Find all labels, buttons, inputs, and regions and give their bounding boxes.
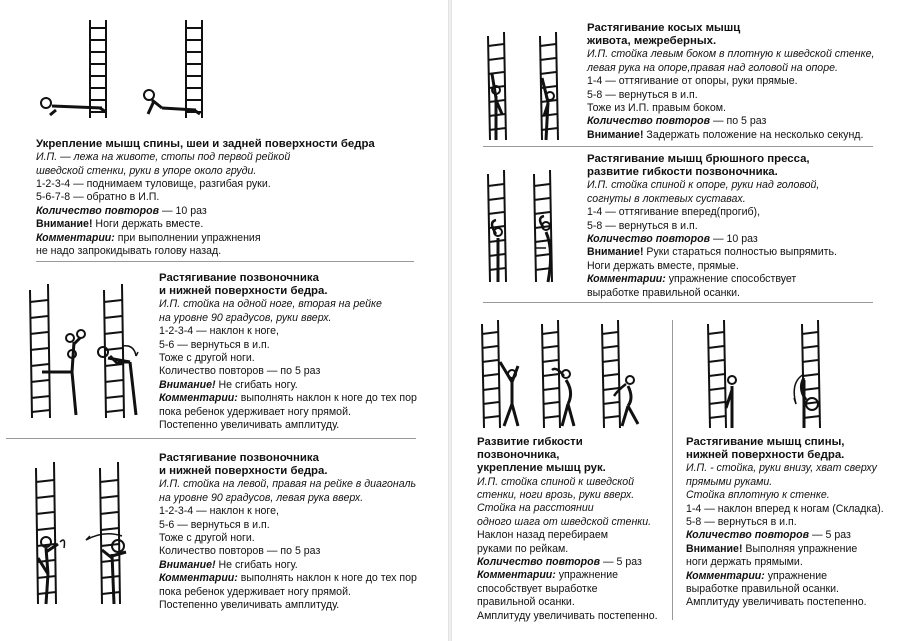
figure-raised <box>144 90 200 114</box>
exercise-1-text <box>36 138 375 258</box>
exercise-7-figure <box>700 318 840 430</box>
exercise-3-title: Растягивание позвоночника <box>159 452 319 464</box>
ip-line: прямыми руками. <box>686 475 773 488</box>
warning-label: Внимание! <box>587 128 644 141</box>
ip-line: И.П. стойка на левой, правая на рейке в диагональ <box>159 478 417 491</box>
count-value: — 10 раз <box>710 233 758 246</box>
step-line: 5-6-7-8 — обратно в И.П. <box>36 191 160 204</box>
warning-label: Внимание! <box>36 218 93 231</box>
wall-bars-1 <box>90 20 106 118</box>
comment-text: Постепенно увеличивать амплитуду. <box>159 599 340 612</box>
exercise-6-text <box>477 436 658 623</box>
exercise-5-title: развитие гибкости позвоночника. <box>587 166 778 179</box>
count-line: Количество повторов — по 5 раз <box>159 545 321 558</box>
comment-text: упражнение <box>555 569 619 582</box>
wall-bars-11 <box>482 320 500 428</box>
comment-text: Постепенно увеличивать амплитуду. <box>159 419 340 432</box>
column-divider <box>672 320 673 620</box>
step-line: 5-6 — вернуться в и.п. <box>159 338 270 351</box>
exercise-1-title: Укрепление мышц спины, шеи и задней поверхности бедра <box>36 138 375 150</box>
wall-bars-3 <box>30 284 50 418</box>
exercise-5-figure <box>484 168 574 284</box>
wall-bars-14 <box>708 320 726 428</box>
warning-text: Ноги держать вместе. <box>92 218 204 231</box>
ip-line: И.П. — лежа на животе, стопы под первой рейкой <box>36 151 291 164</box>
ip-line: Стойка вплотную к стенке. <box>686 489 830 502</box>
divider <box>483 146 873 147</box>
warning-label: Внимание! <box>159 558 216 571</box>
exercise-7-title: Растягивание мышц спины, <box>686 436 845 448</box>
comment-label: Комментарии: <box>36 231 115 244</box>
comment-label: Комментарии: <box>159 392 238 405</box>
exercise-3-figure <box>16 458 146 606</box>
step-line: Тоже из И.П. правым боком. <box>587 102 726 115</box>
comment-text: не надо запрокидывать голову назад. <box>36 245 222 258</box>
exercise-2-title: Растягивание позвоночника <box>159 272 319 284</box>
ip-line: И.П. стойка левым боком в плотную к шведской стенке, <box>587 48 875 61</box>
ip-line: стенки, ноги врозь, руки вверх. <box>477 489 635 502</box>
step-line: 1-4 — оттягивание вперед(прогиб), <box>587 206 761 219</box>
step-line: 1-4 — оттягивание от опоры, руки прямые. <box>587 75 798 88</box>
warning-text: Руки стараться полностью выпрямить. <box>643 246 837 259</box>
warning-text: Задержать положение на несколько секунд. <box>643 128 864 141</box>
exercise-6-title: укрепление мышц рук. <box>477 462 606 475</box>
ip-line: одного шага от шведской стенки. <box>477 515 652 528</box>
comment-text: правильной осанки. <box>477 596 575 609</box>
count-label: Количество повторов <box>477 556 600 569</box>
comment-text: выполнять наклон к ноге до тех пор <box>237 392 417 405</box>
figure-stand-hands-low <box>726 376 736 428</box>
exercise-6-figure <box>478 318 646 430</box>
figure-back-stand <box>492 220 502 282</box>
wall-bars-12 <box>542 320 560 428</box>
count-value: — 5 раз <box>809 529 851 542</box>
comment-text: выполнять наклон к ноге до тех пор <box>237 572 417 585</box>
comment-text: упражнение <box>764 569 828 582</box>
ip-line: И.П. стойка спиной к шведской <box>477 475 635 488</box>
count-label: Количество повторов <box>36 204 159 217</box>
step-line: 5-8 — вернуться в и.п. <box>587 219 698 232</box>
ip-line: на уровне 90 градусов, руки вверх. <box>159 311 332 324</box>
step-line: 1-4 — наклон вперед к ногам (Складка). <box>686 502 884 515</box>
wall-bars-2 <box>186 20 202 118</box>
comment-label: Комментарии: <box>477 569 556 582</box>
step-line: Тоже с другой ноги. <box>159 532 255 545</box>
comment-label: Комментарии: <box>587 273 666 286</box>
comment-text: способствует выработке <box>477 582 598 595</box>
step-line: Амплитуду увеличивать постепенно. <box>477 609 658 622</box>
exercise-5-title: Растягивание мышц брюшного пресса, <box>587 153 810 165</box>
wall-bars-6 <box>100 462 120 604</box>
ip-line: Стойка на расстоянии <box>477 502 594 515</box>
warning-text: Не сгибать ногу. <box>215 558 298 571</box>
figure-fold <box>794 374 818 428</box>
count-label: Количество повторов <box>686 529 809 542</box>
exercise-4-text <box>587 22 874 142</box>
warning-text: Выполняя упражнение <box>742 542 858 555</box>
step-line: 1-2-3-4 — наклон к ноге, <box>159 505 279 518</box>
wall-bars-13 <box>602 320 620 428</box>
step-line: Тоже с другой ноги. <box>159 352 255 365</box>
step-line: 5-8 — вернуться в и.п. <box>686 516 797 529</box>
ip-line: левая рука на опоре,правая над головой на опоре. <box>587 61 838 74</box>
count-label: Количество повторов <box>587 233 710 246</box>
step-line: 5-8 — вернуться в и.п. <box>587 88 698 101</box>
ip-line: И.П. стойка спиной к опоре, руки над головой, <box>587 179 820 192</box>
step-line: Ноги держать вместе, прямые. <box>587 259 739 272</box>
comment-label: Комментарии: <box>159 572 238 585</box>
exercise-4-figure <box>484 30 570 142</box>
figure-deep-arch <box>614 376 638 426</box>
step-line: 1-2-3-4 — поднимаем туловище, разгибая руки. <box>36 178 271 191</box>
page-fold <box>448 0 452 641</box>
exercise-6-title: позвоночника, <box>477 449 560 462</box>
exercise-2-figure <box>10 280 150 420</box>
comment-text: пока ребенок удерживает ногу прямой. <box>159 585 351 598</box>
count-value: — 10 раз <box>159 204 207 217</box>
count-value: — по 5 раз <box>710 115 767 128</box>
divider <box>36 261 414 262</box>
exercise-1-figure <box>36 18 206 120</box>
comment-text: упражнение способствует <box>665 273 797 286</box>
ip-line: на уровне 90 градусов, левая рука вверх. <box>159 491 364 504</box>
count-label: Количество повторов <box>587 115 710 128</box>
ip-line: И.П. - стойка, руки внизу, хват сверху <box>686 462 877 475</box>
ip-line: согнуты в локтевых суставах. <box>587 192 746 205</box>
exercise-5-text <box>587 153 837 300</box>
divider <box>483 302 873 303</box>
divider <box>6 438 416 439</box>
step-line: 5-6 — вернуться в и.п. <box>159 518 270 531</box>
comment-text: выработке правильной осанки. <box>686 583 839 596</box>
count-line: Количество повторов — по 5 раз <box>159 365 321 378</box>
exercise-4-title: живота, межреберных. <box>587 35 717 48</box>
exercise-2-title: и нижней поверхности бедра. <box>159 285 328 298</box>
exercise-7-title: нижней поверхности бедра. <box>686 449 845 462</box>
step-line: ноги держать прямыми. <box>686 556 803 569</box>
warning-text: Не сгибать ногу. <box>215 378 298 391</box>
comment-text: пока ребенок удерживает ногу прямой. <box>159 405 351 418</box>
comment-text: выработке правильной осанки. <box>587 286 740 299</box>
step-line: руками по рейкам. <box>477 542 569 555</box>
step-line: Амплитуду увеличивать постепенно. <box>686 596 867 609</box>
exercise-6-title: Развитие гибкости <box>477 436 583 448</box>
figure-arms-up <box>500 362 518 426</box>
step-line: Наклон назад перебираем <box>477 529 609 542</box>
comment-text: при выполнении упражнения <box>114 231 261 244</box>
step-line: 1-2-3-4 — наклон к ноге, <box>159 325 279 338</box>
warning-label: Внимание! <box>686 542 743 555</box>
exercise-4-title: Растягивание косых мышц <box>587 22 741 34</box>
exercise-3-title: и нижней поверхности бедра. <box>159 465 328 478</box>
warning-label: Внимание! <box>159 378 216 391</box>
comment-label: Комментарии: <box>686 569 765 582</box>
exercise-2-text <box>159 272 417 432</box>
exercise-3-text <box>159 452 417 612</box>
count-value: — 5 раз <box>600 556 642 569</box>
ip-line: шведской стенки, руки в упоре около груди. <box>36 164 257 177</box>
exercise-7-text <box>686 436 884 610</box>
ip-line: И.П. стойка на одной ноге, вторая на рейке <box>159 298 382 311</box>
warning-label: Внимание! <box>587 246 644 259</box>
